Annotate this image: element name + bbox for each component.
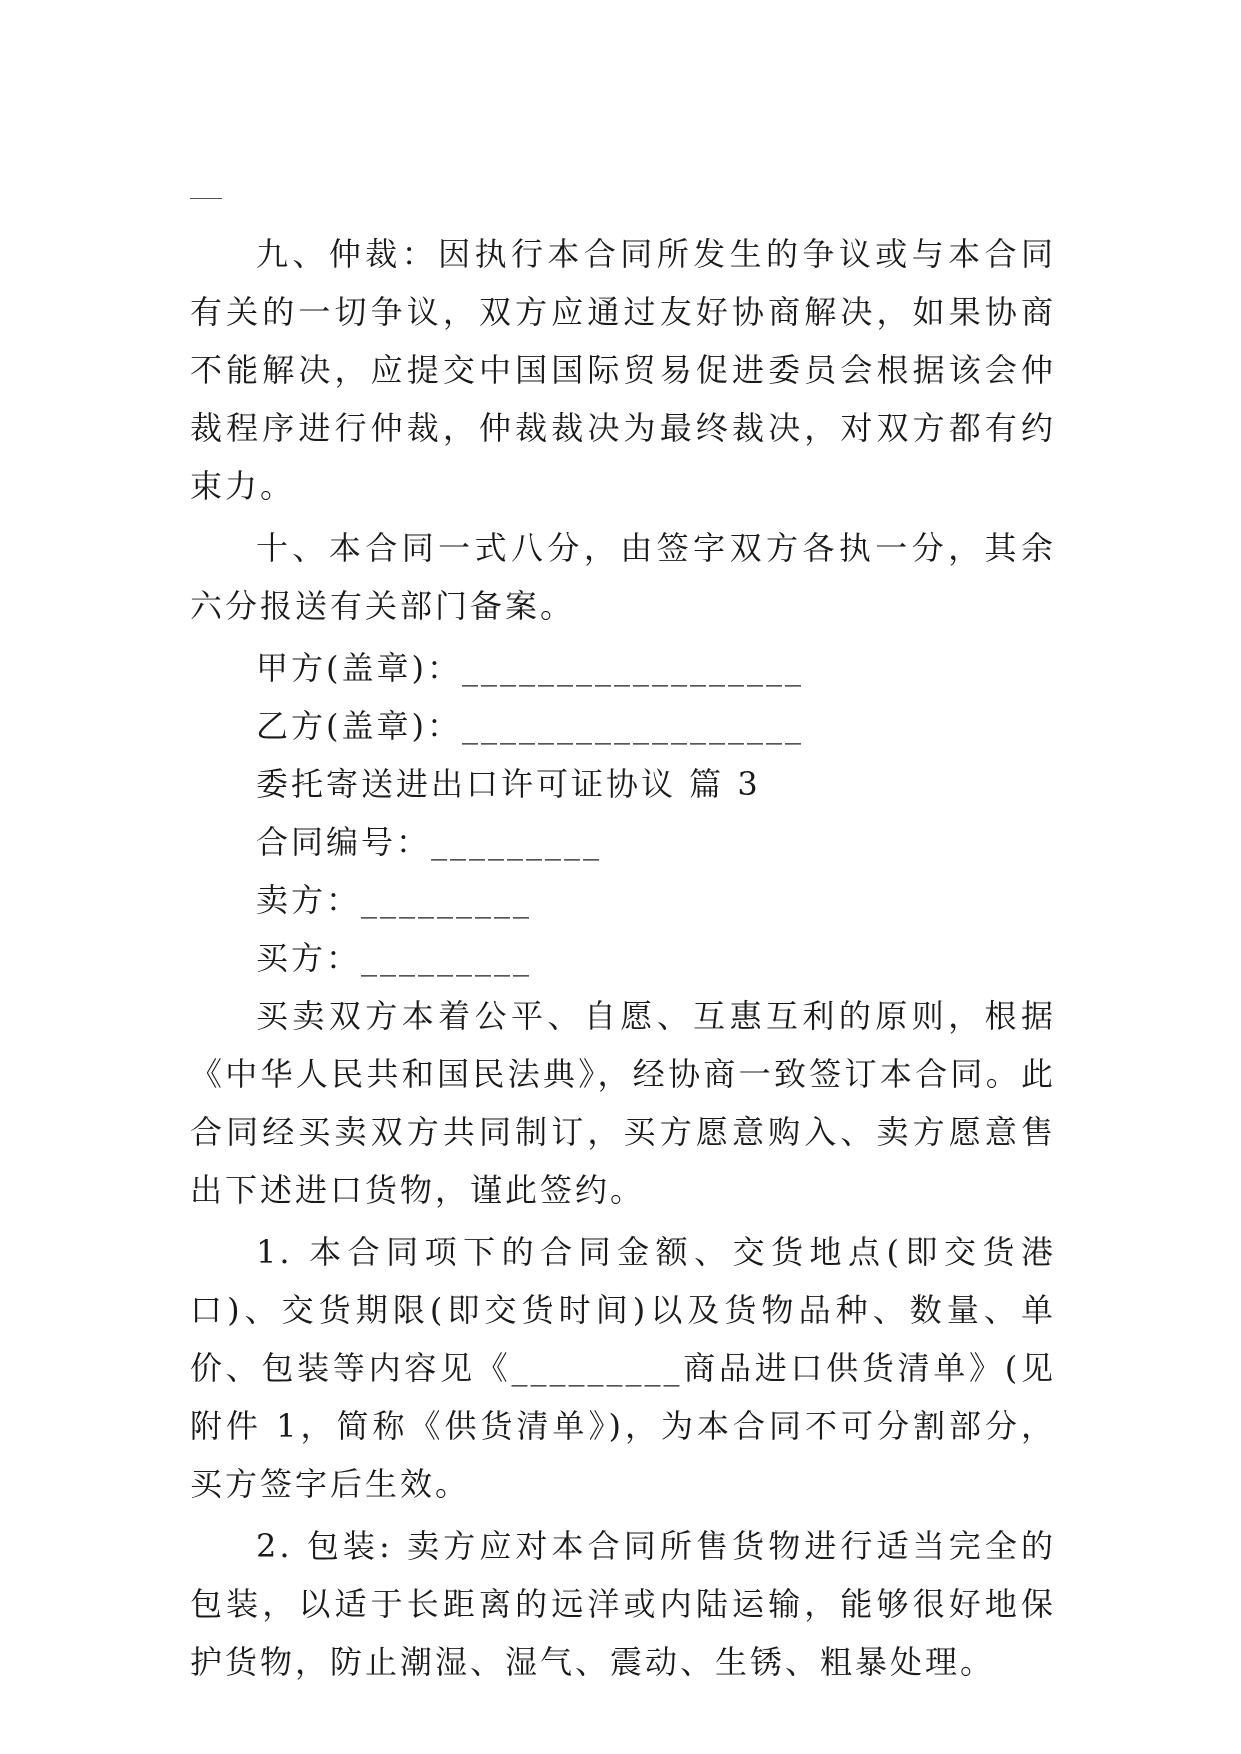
preamble-paragraph: 买卖双方本着公平、自愿、互惠互利的原则，根据《中华人民共和国民法典》，经协商一致签订本合同。此合同经买卖双方共同制订，买方愿意购入、卖方愿意售出下述进口货物，谨此签约。 [190, 997, 1056, 1209]
item-two-packaging-paragraph: 2. 包装: 卖方应对本合同所售货物进行适当完全的包装，以适于长距离的远洋或内陆运输，能够很好地保护货物，防止潮湿、湿气、震动、生锈、粗暴处理。 [190, 1527, 1056, 1681]
contract-number-line: 合同编号：_________ [256, 823, 603, 861]
top-dash-mark [190, 198, 222, 199]
party-b-signature-line: 乙方(盖章)：__________________ [256, 707, 804, 745]
clause-nine-arbitration: 九、仲裁：因执行本合同所发生的争议或与本合同有关的一切争议，双方应通过友好协商解决，如果协商不能解决，应提交中国国际贸易促进委员会根据该会仲裁程序进行仲裁，仲裁裁决为最终裁决，对双方都有约束力。 [190, 235, 1056, 505]
clause-ten-copies: 十、本合同一式八分，由签字双方各执一分，其余六分报送有关部门备案。 [190, 529, 1056, 625]
party-a-signature-line: 甲方(盖章)：__________________ [256, 649, 804, 687]
section-title: 委托寄送进出口许可证协议 篇 3 [256, 765, 761, 803]
seller-line: 卖方：_________ [256, 881, 533, 919]
buyer-line: 买方：_________ [256, 939, 533, 977]
item-one-paragraph: 1. 本合同项下的合同金额、交货地点(即交货港口)、交货期限(即交货时间)以及货物品种、数量、单价、包装等内容见《_________商品进口供货清单》(见附件 1，简称《供货清单》)，为本合同不可分割部分，买方签字后生效。 [190, 1233, 1056, 1503]
document-body [190, 225, 1056, 1695]
